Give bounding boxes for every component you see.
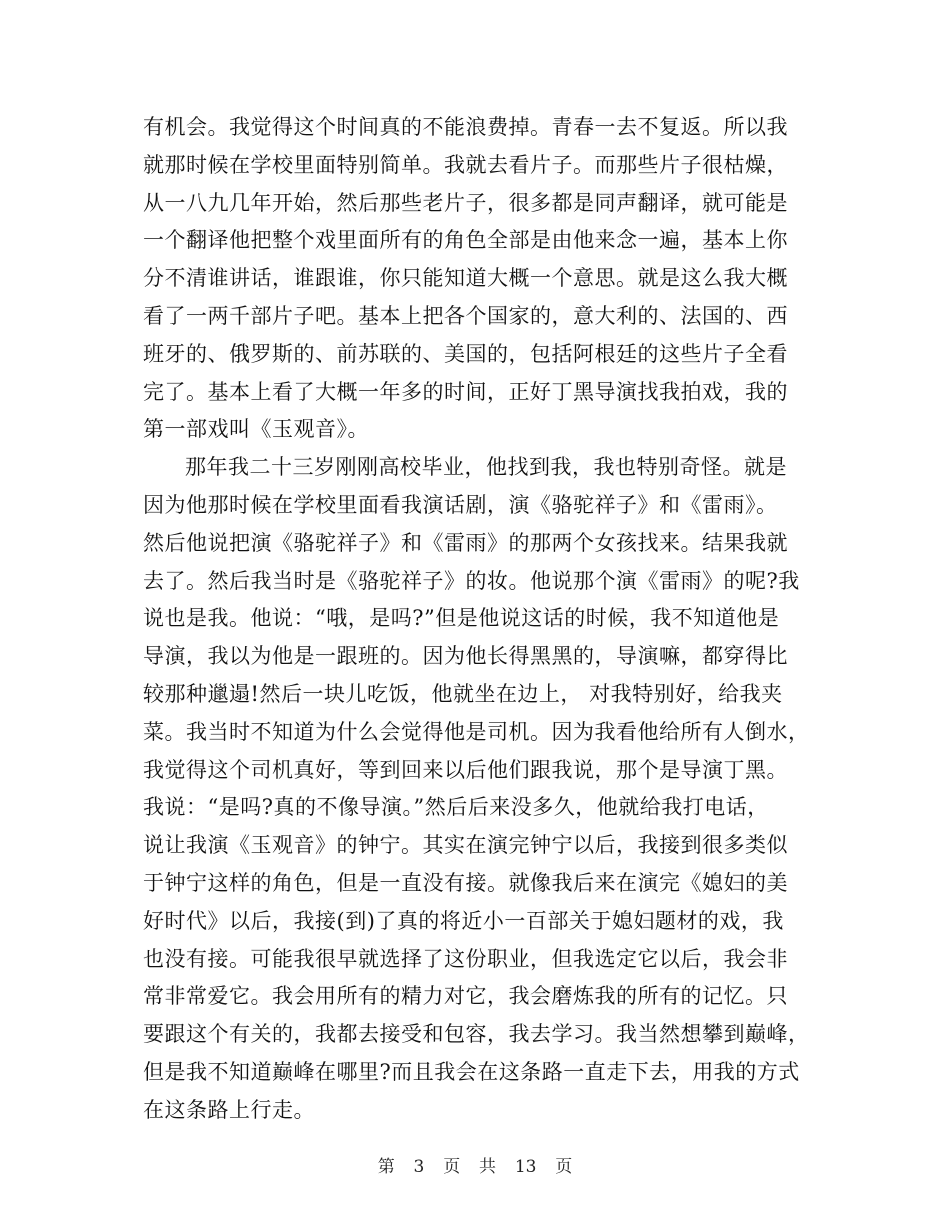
footer-page-label: 第 — [377, 1157, 395, 1177]
text-line: 就那时候在学校里面特别简单。我就去看片子。而那些片子很枯燥， — [143, 152, 788, 177]
footer-total-pages: 13 — [514, 1157, 537, 1177]
text-line: 菜。我当时不知道为什么会觉得他是司机。因为我看他给所有人倒水， — [143, 719, 810, 744]
footer-page-number: 3 — [413, 1157, 425, 1177]
text-line: 说让我演《玉观音》的钟宁。其实在演完钟宁以后，我接到很多类似 — [143, 833, 788, 858]
text-line: 看了一两千部片子吧。基本上把各个国家的，意大利的、法国的、西 — [143, 303, 788, 328]
text-line: 去了。然后我当时是《骆驼祥子》的妆。他说那个演《雷雨》的呢?我 — [143, 568, 800, 593]
text-line: 好时代》以后，我接(到)了真的将近小一百部关于媳妇题材的戏，我 — [143, 908, 784, 933]
text-line: 分不清谁讲话，谁跟谁，你只能知道大概一个意思。就是这么我大概 — [143, 266, 788, 291]
text-line: 常非常爱它。我会用所有的精力对它，我会磨炼我的所有的记忆。只 — [143, 984, 788, 1009]
text-line: 在这条路上行走。 — [143, 1097, 315, 1122]
text-line: 班牙的、俄罗斯的、前苏联的、美国的，包括阿根廷的这些片子全看 — [143, 341, 788, 366]
page-footer — [0, 1156, 950, 1178]
text-line: 也没有接。可能我很早就选择了这份职业，但我选定它以后，我会非 — [143, 946, 788, 971]
text-line: 因为他那时候在学校里面看我演话剧，演《骆驼祥子》和《雷雨》。 — [143, 492, 778, 517]
footer-total-unit: 页 — [555, 1157, 573, 1177]
text-line: 从一八九几年开始，然后那些老片子，很多都是同声翻译，就可能是 — [143, 190, 788, 215]
text-line: 那年我二十三岁刚刚高校毕业，他找到我，我也特别奇怪。就是 — [185, 455, 787, 480]
text-line: 完了。基本上看了大概一年多的时间，正好丁黑导演找我拍戏，我的 — [143, 379, 788, 404]
text-line: 于钟宁这样的角色，但是一直没有接。就像我后来在演完《媳妇的美 — [143, 870, 788, 895]
text-line: 说也是我。他说：“哦，是吗?”但是他说这话的时候，我不知道他是 — [143, 606, 780, 631]
text-line: 第一部戏叫《玉观音》。 — [143, 417, 369, 442]
text-line: 较那种邋遢!然后一块儿吃饭，他就坐在边上， 对我特别好，给我夹 — [143, 681, 783, 706]
text-line: 然后他说把演《骆驼祥子》和《雷雨》的那两个女孩找来。结果我就 — [143, 530, 788, 555]
text-line: 我觉得这个司机真好，等到回来以后他们跟我说，那个是导演丁黑。 — [143, 757, 788, 782]
body-text — [143, 109, 813, 1130]
text-line: 导演，我以为他是一跟班的。因为他长得黑黑的，导演嘛，都穿得比 — [143, 644, 788, 669]
footer-total-label: 共 — [479, 1157, 496, 1177]
footer-page-unit: 页 — [443, 1157, 461, 1177]
text-line: 有机会。我觉得这个时间真的不能浪费掉。青春一去不复返。所以我 — [143, 115, 788, 139]
text-line: 一个翻译他把整个戏里面所有的角色全部是由他来念一遍，基本上你 — [143, 228, 788, 253]
text-line: 我说：“是吗?真的不像导演。”然后后来没多久，他就给我打电话， — [143, 795, 769, 820]
text-line: 但是我不知道巅峰在哪里?而且我会在这条路一直走下去，用我的方式 — [143, 1059, 800, 1084]
text-line: 要跟这个有关的，我都去接受和包容，我去学习。我当然想攀到巅峰， — [143, 1022, 810, 1047]
